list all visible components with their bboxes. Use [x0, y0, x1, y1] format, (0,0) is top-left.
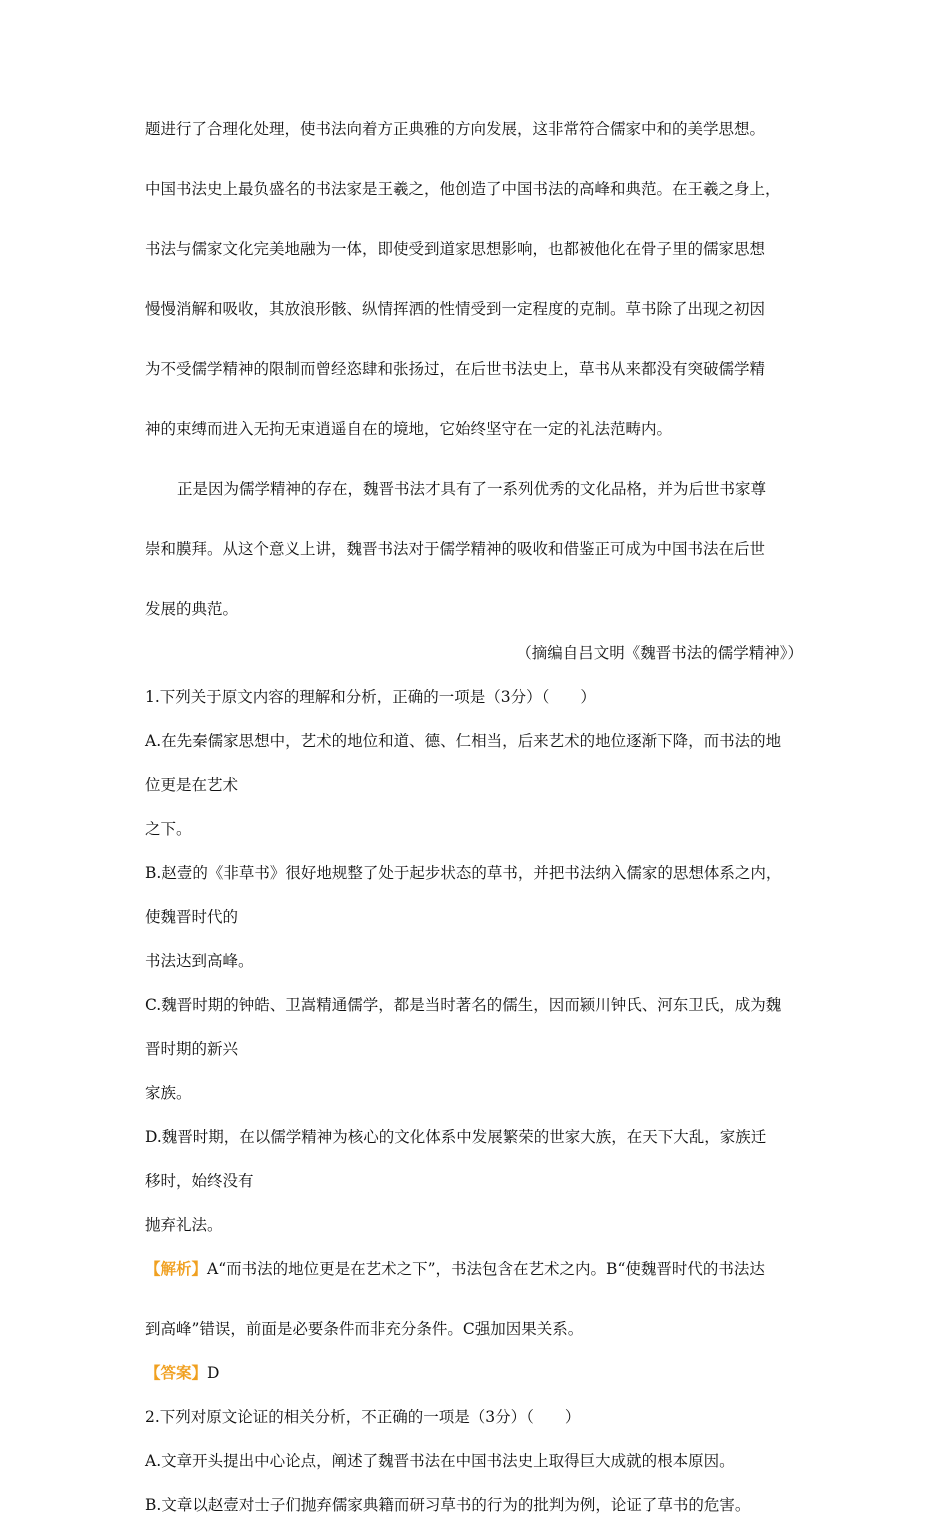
option-d	[145, 1126, 815, 1236]
passage-line: 崇和膜拜。从这个意义上讲，魏晋书法对于儒学精神的吸收和借鉴正可成为中国书法在后世	[145, 540, 766, 558]
analysis-line: 到高峰”错误，前面是必要条件而非充分条件。C强加因果关系。	[145, 1320, 584, 1338]
analysis-text: A“而书法的地位更是在艺术之下”，书法包含在艺术之内。B“使魏晋时代的书法达	[207, 1260, 765, 1278]
analysis-tag: 【解析】	[145, 1259, 208, 1278]
passage-line: 神的束缚而进入无拘无束逍遥自在的境地，它始终坚守在一定的礼法范畴内。	[145, 420, 673, 438]
option-b: B.文章以赵壹对士子们抛弃儒家典籍而研习草书的行为的批判为例，论证了草书的危害。	[145, 1496, 751, 1514]
option-line: 抛弃礼法。	[145, 1216, 223, 1234]
passage-line: 书法与儒家文化完美地融为一体，即使受到道家思想影响，也都被他化在骨子里的儒家思想	[145, 240, 766, 258]
option-a: A.文章开头提出中心论点，阐述了魏晋书法在中国书法史上取得巨大成就的根本原因。	[145, 1452, 735, 1470]
question-1	[145, 686, 815, 1384]
option-line: 之下。	[145, 820, 192, 838]
source-citation: （摘编自吕文明《魏晋书法的儒学精神》）	[516, 644, 803, 662]
option-line: 使魏晋时代的	[145, 908, 239, 926]
passage-line: 题进行了合理化处理，使书法向着方正典雅的方向发展，这非常符合儒家中和的美学思想。	[145, 120, 766, 138]
answer-tag: 【答案】	[145, 1363, 208, 1382]
option-line: B.赵壹的《非草书》很好地规整了处于起步状态的草书，并把书法纳入儒家的思想体系之内，	[145, 864, 782, 882]
option-line: 书法达到高峰。	[145, 952, 254, 970]
option-b	[145, 862, 815, 972]
passage-line: 发展的典范。	[145, 600, 239, 618]
answer-value: D	[207, 1364, 220, 1382]
document-page	[145, 118, 815, 1516]
analysis-line	[145, 1258, 815, 1280]
option-line: C.魏晋时期的钟皓、卫嵩精通儒学，都是当时著名的儒生，因而颍川钟氏、河东卫氏，成为魏	[145, 996, 782, 1014]
passage-line: 为不受儒学精神的限制而曾经恣肆和张扬过，在后世书法史上，草书从来都没有突破儒学精	[145, 360, 766, 378]
option-c	[145, 994, 815, 1104]
option-line: 晋时期的新兴	[145, 1040, 239, 1058]
passage	[145, 118, 815, 664]
passage-line: 中国书法史上最负盛名的书法家是王羲之，他创造了中国书法的高峰和典范。在王羲之身上，	[145, 180, 781, 198]
analysis	[145, 1258, 815, 1340]
passage-line: 慢慢消解和吸收，其放浪形骸、纵情挥洒的性情受到一定程度的克制。草书除了出现之初因	[145, 300, 766, 318]
option-a	[145, 730, 815, 840]
option-line: A.在先秦儒家思想中，艺术的地位和道、德、仁相当，后来艺术的地位逐渐下降，而书法的地	[145, 732, 782, 750]
question-stem: 2.下列对原文论证的相关分析，不正确的一项是（3分）（ ）	[145, 1408, 581, 1426]
passage-line: 正是因为儒学精神的存在，魏晋书法才具有了一系列优秀的文化品格，并为后世书家尊	[177, 480, 767, 498]
option-line: 移时，始终没有	[145, 1172, 254, 1190]
option-line: D.魏晋时期，在以儒学精神为核心的文化体系中发展繁荣的世家大族，在天下大乱，家族迁	[145, 1128, 767, 1146]
question-stem: 1.下列关于原文内容的理解和分析，正确的一项是（3分）（ ）	[145, 688, 596, 706]
question-2	[145, 1406, 815, 1516]
answer-line	[145, 1362, 815, 1384]
option-line: 家族。	[145, 1084, 192, 1102]
option-line: 位更是在艺术	[145, 776, 239, 794]
